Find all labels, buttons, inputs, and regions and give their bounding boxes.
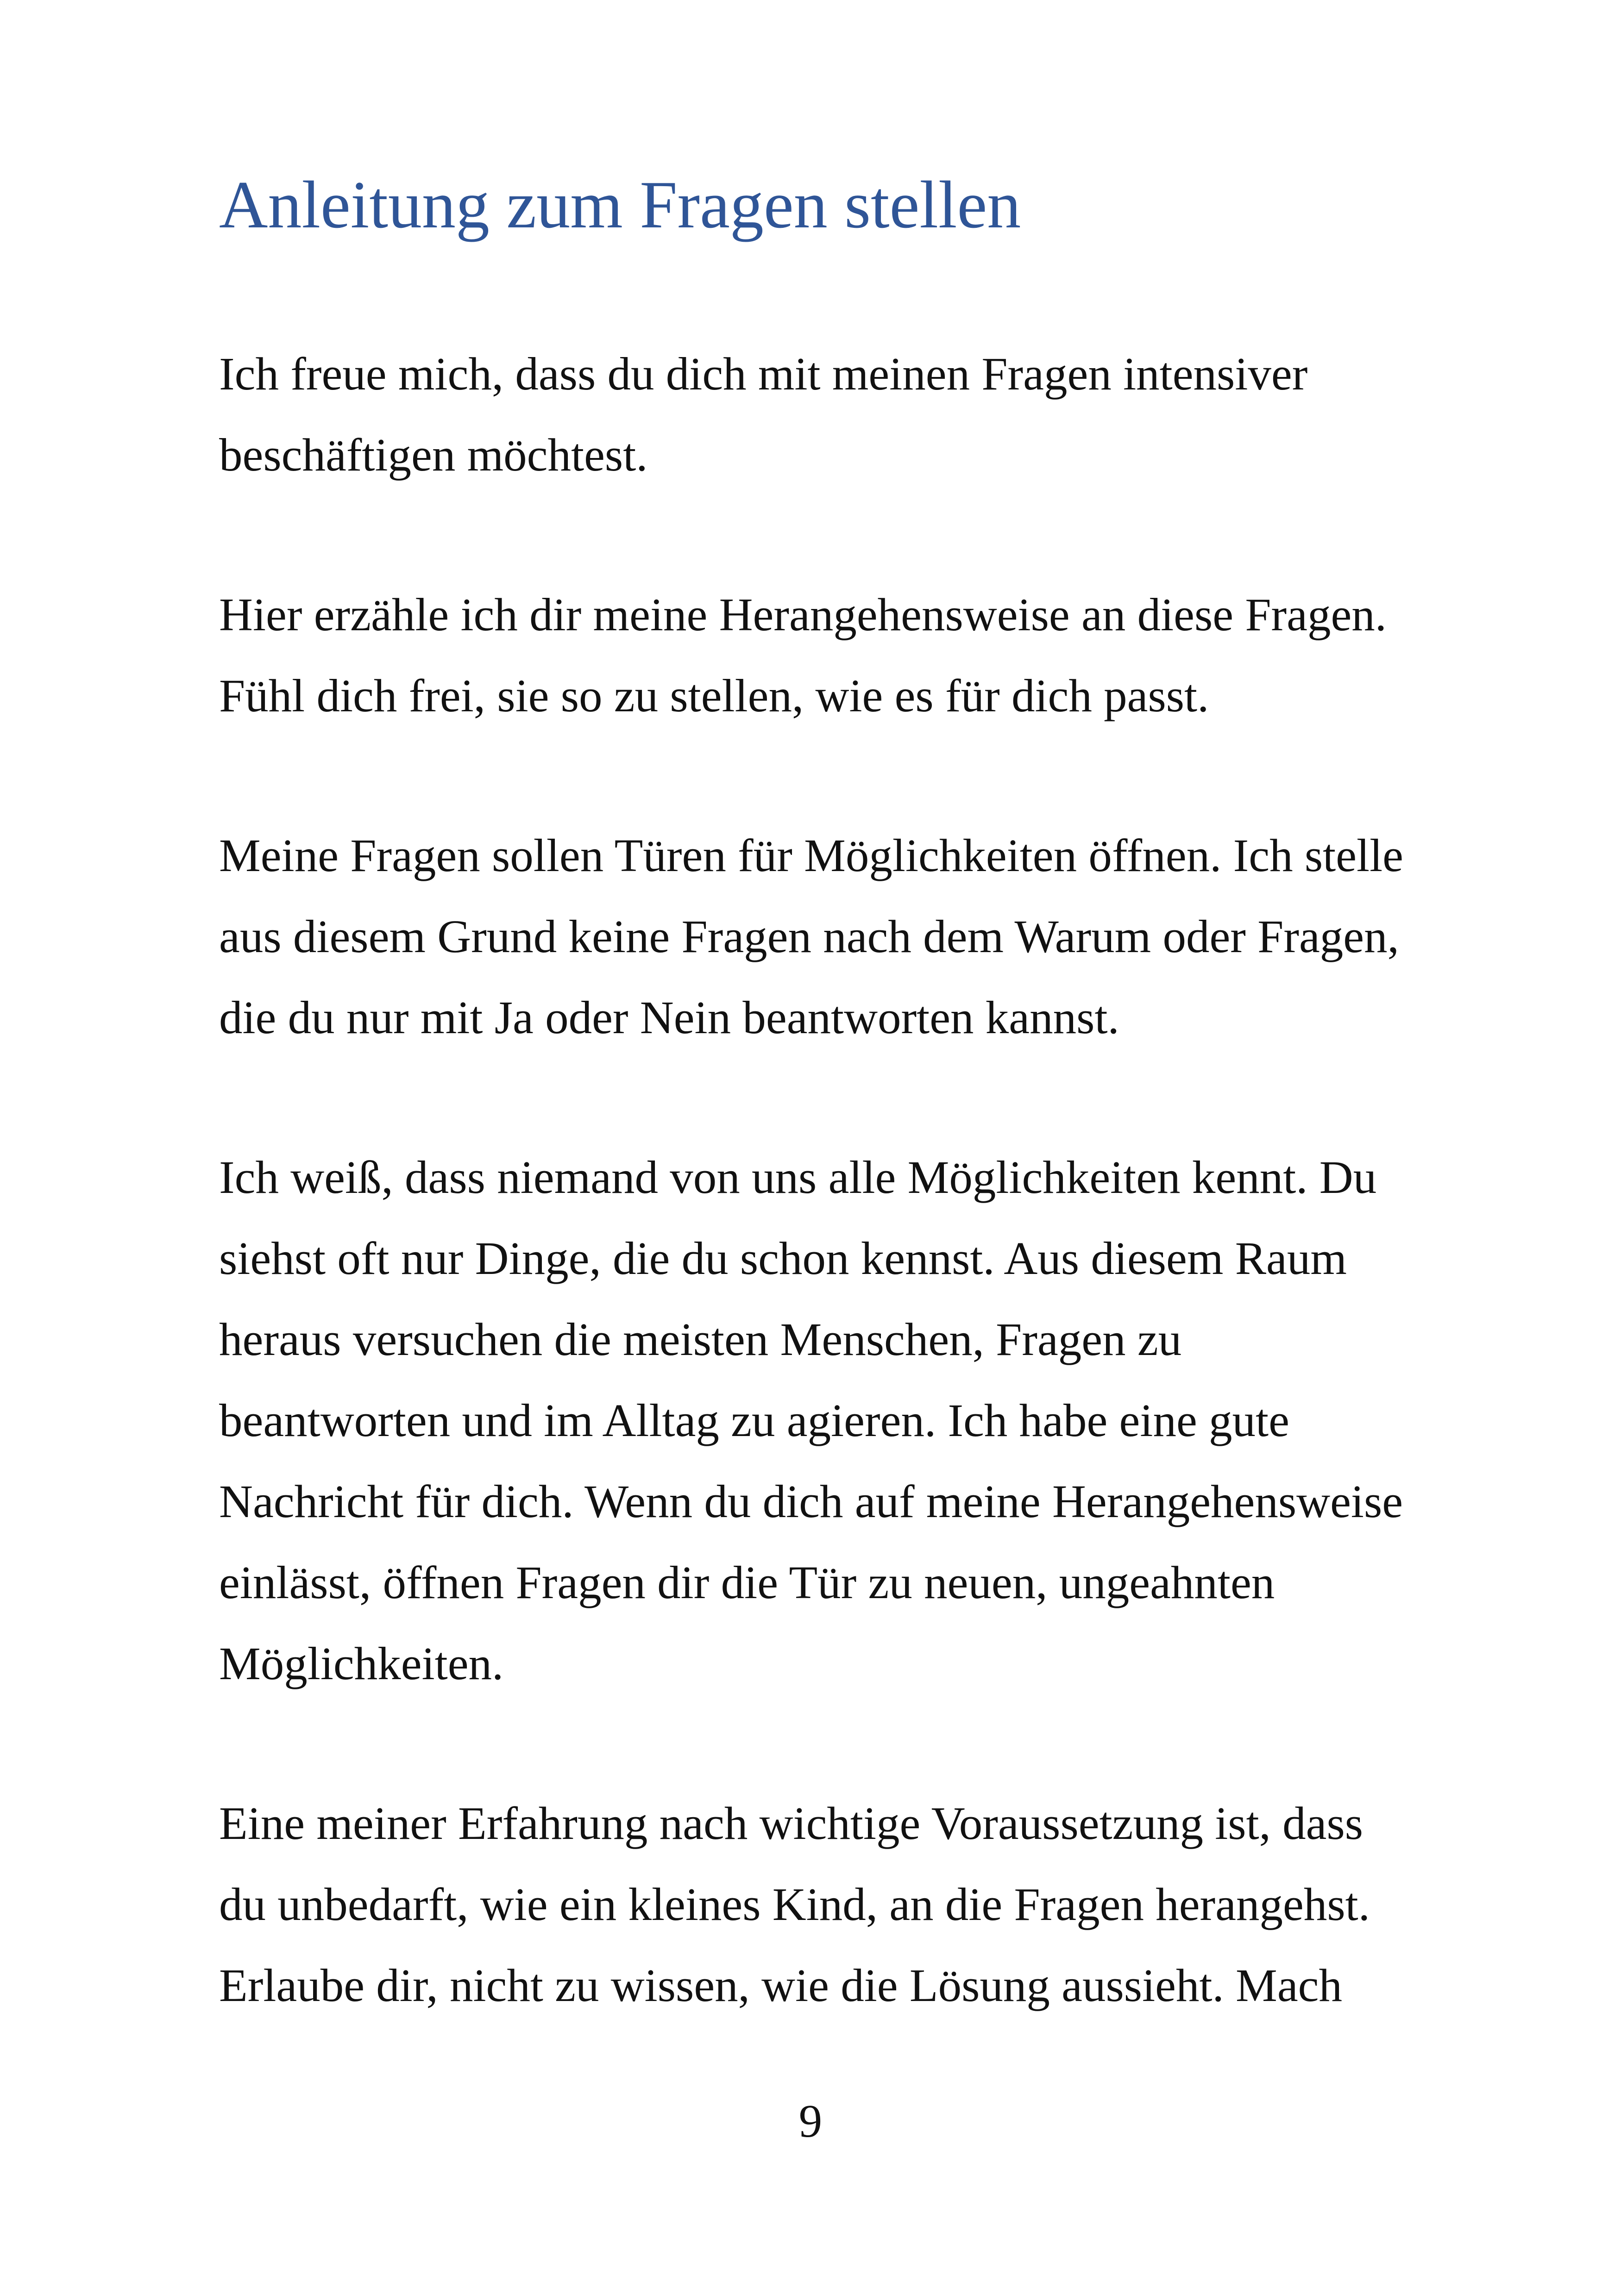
text-line: Meine Fragen sollen Türen für Möglichkeiten öffnen. Ich stelle	[219, 829, 1404, 882]
text-line: Ich weiß, dass niemand von uns alle Möglichkeiten kennt. Du	[219, 1151, 1377, 1204]
text-line: siehst oft nur Dinge, die du schon kennst. Aus diesem Raum	[219, 1232, 1347, 1285]
paragraph-3	[219, 815, 1433, 1058]
text-line: aus diesem Grund keine Fragen nach dem Warum oder Fragen,	[219, 910, 1399, 963]
paragraph-1	[219, 333, 1433, 496]
paragraph-5	[219, 1783, 1433, 2026]
text-line: heraus versuchen die meisten Menschen, Fragen zu	[219, 1313, 1182, 1366]
page-content	[219, 164, 1433, 2026]
paragraph-4	[219, 1137, 1433, 1704]
page-number: 9	[798, 2095, 823, 2147]
text-line: beantworten und im Alltag zu agieren. Ich habe eine gute	[219, 1394, 1289, 1447]
text-line: beschäftigen möchtest.	[219, 429, 648, 481]
text-line: einlässt, öffnen Fragen dir die Tür zu neuen, ungeahnten	[219, 1556, 1275, 1609]
text-line: Möglichkeiten.	[219, 1637, 504, 1690]
text-line: die du nur mit Ja oder Nein beantworten kannst.	[219, 991, 1119, 1044]
text-line: du unbedarft, wie ein kleines Kind, an die Fragen herangehst.	[219, 1878, 1370, 1931]
text-line: Ich freue mich, dass du dich mit meinen Fragen intensiver	[219, 348, 1308, 400]
page-title: Anleitung zum Fragen stellen	[219, 167, 1021, 242]
text-line: Hier erzähle ich dir meine Herangehensweise an diese Fragen.	[219, 589, 1387, 641]
text-line: Erlaube dir, nicht zu wissen, wie die Lösung aussieht. Mach	[219, 1959, 1342, 2012]
text-line: Eine meiner Erfahrung nach wichtige Voraussetzung ist, dass	[219, 1797, 1363, 1850]
text-line: Fühl dich frei, sie so zu stellen, wie es für dich passt.	[219, 670, 1209, 722]
text-line: Nachricht für dich. Wenn du dich auf meine Herangehensweise	[219, 1475, 1403, 1528]
paragraph-2	[219, 574, 1433, 736]
